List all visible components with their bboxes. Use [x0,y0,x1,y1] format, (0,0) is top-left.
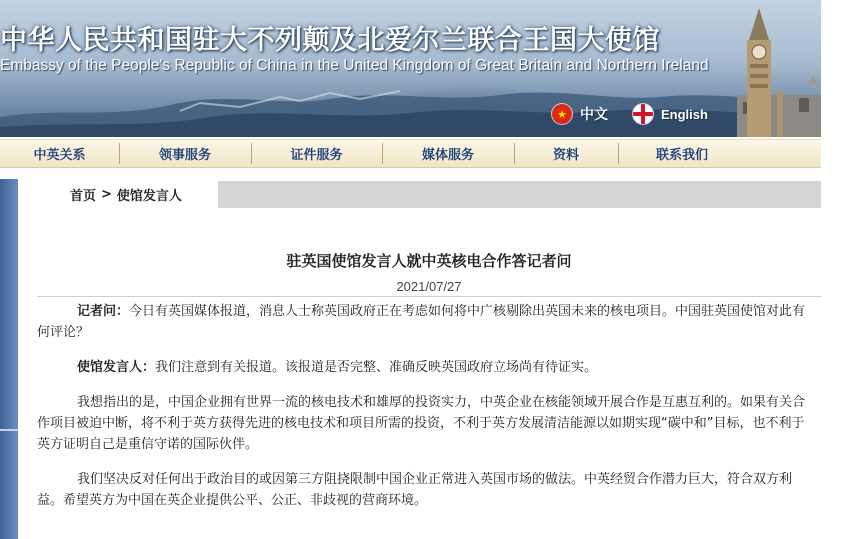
breadcrumb-current-link[interactable]: 使馆发言人 [116,189,182,204]
question-label: 记者问： [77,304,130,319]
article-date: 2021/07/27 [396,279,462,294]
nav-item-document-services[interactable]: 证件服务 [251,140,382,167]
sidebar-divider [0,429,18,431]
answer-text: 我们注意到有关报道。该报道是否完整、准确反映英国政府立场尚有待证实。 [155,360,598,375]
nav-item-china-uk-relations[interactable]: 中英关系 [33,148,86,163]
nav-item-media-services[interactable]: 媒体服务 [382,140,514,167]
paragraph-body-2: 我们坚决反对任何出于政治目的或因第三方阻挠限制中国企业正常进入英国市场的做法。中英经贸合作潜力巨大，符合双方利益。希望英方为中国在英企业提供公平、公正、非歧视的营商环境。 [37,472,793,508]
main-nav [0,139,821,168]
big-ben-illustration [737,0,821,137]
breadcrumb-separator: > [101,187,112,202]
england-flag-icon [633,104,653,124]
article-title: 驻英国使馆发言人就中英核电合作答记者问 [286,252,572,270]
china-flag-icon: ★ [552,104,572,124]
paragraph-body-1: 我想指出的是，中国企业拥有世界一流的核电技术和雄厚的投资实力，中英企业在核能领域开展合作是互惠互利的。如果有关合作项目被迫中断，将不利于英方获得先进的核电技术和项目所需的投资，不利于英方发展清洁能源以如期实现“碳中和”目标，也不利于英方证明自己是重信守诺的国际伙伴。 [37,395,806,452]
header-banner [0,0,821,137]
breadcrumb [37,181,218,208]
answer-label: 使馆发言人： [77,360,156,375]
language-chinese-label: 中文 [580,106,608,122]
title-divider [37,296,821,297]
site-title-english: Embassy of the People's Republic of China in the United Kingdom of Great Britain and Northern Ireland [0,57,709,74]
site-title-chinese: 中华人民共和国驻大不列颠及北爱尔兰联合王国大使馆 [0,25,660,56]
paragraph-answer [37,357,809,378]
nav-item-consular-services[interactable]: 领事服务 [119,140,251,167]
paragraph-question [37,301,809,343]
breadcrumb-bar [37,181,821,208]
breadcrumb-home-link[interactable]: 首页 [70,189,97,204]
left-sidebar-strip [0,179,18,539]
nav-item-resources[interactable]: 资料 [514,140,618,167]
language-english-link[interactable] [633,104,708,124]
article-body [37,301,809,523]
language-english-label: English [661,106,708,122]
question-text: 今日有英国媒体报道，消息人士称英国政府正在考虑如何将中广核剔除出英国未来的核电项目。中国驻英国使馆对此有何评论？ [37,304,806,340]
nav-item-contact-us[interactable]: 联系我们 [618,140,746,167]
language-chinese-link[interactable] [552,104,608,124]
